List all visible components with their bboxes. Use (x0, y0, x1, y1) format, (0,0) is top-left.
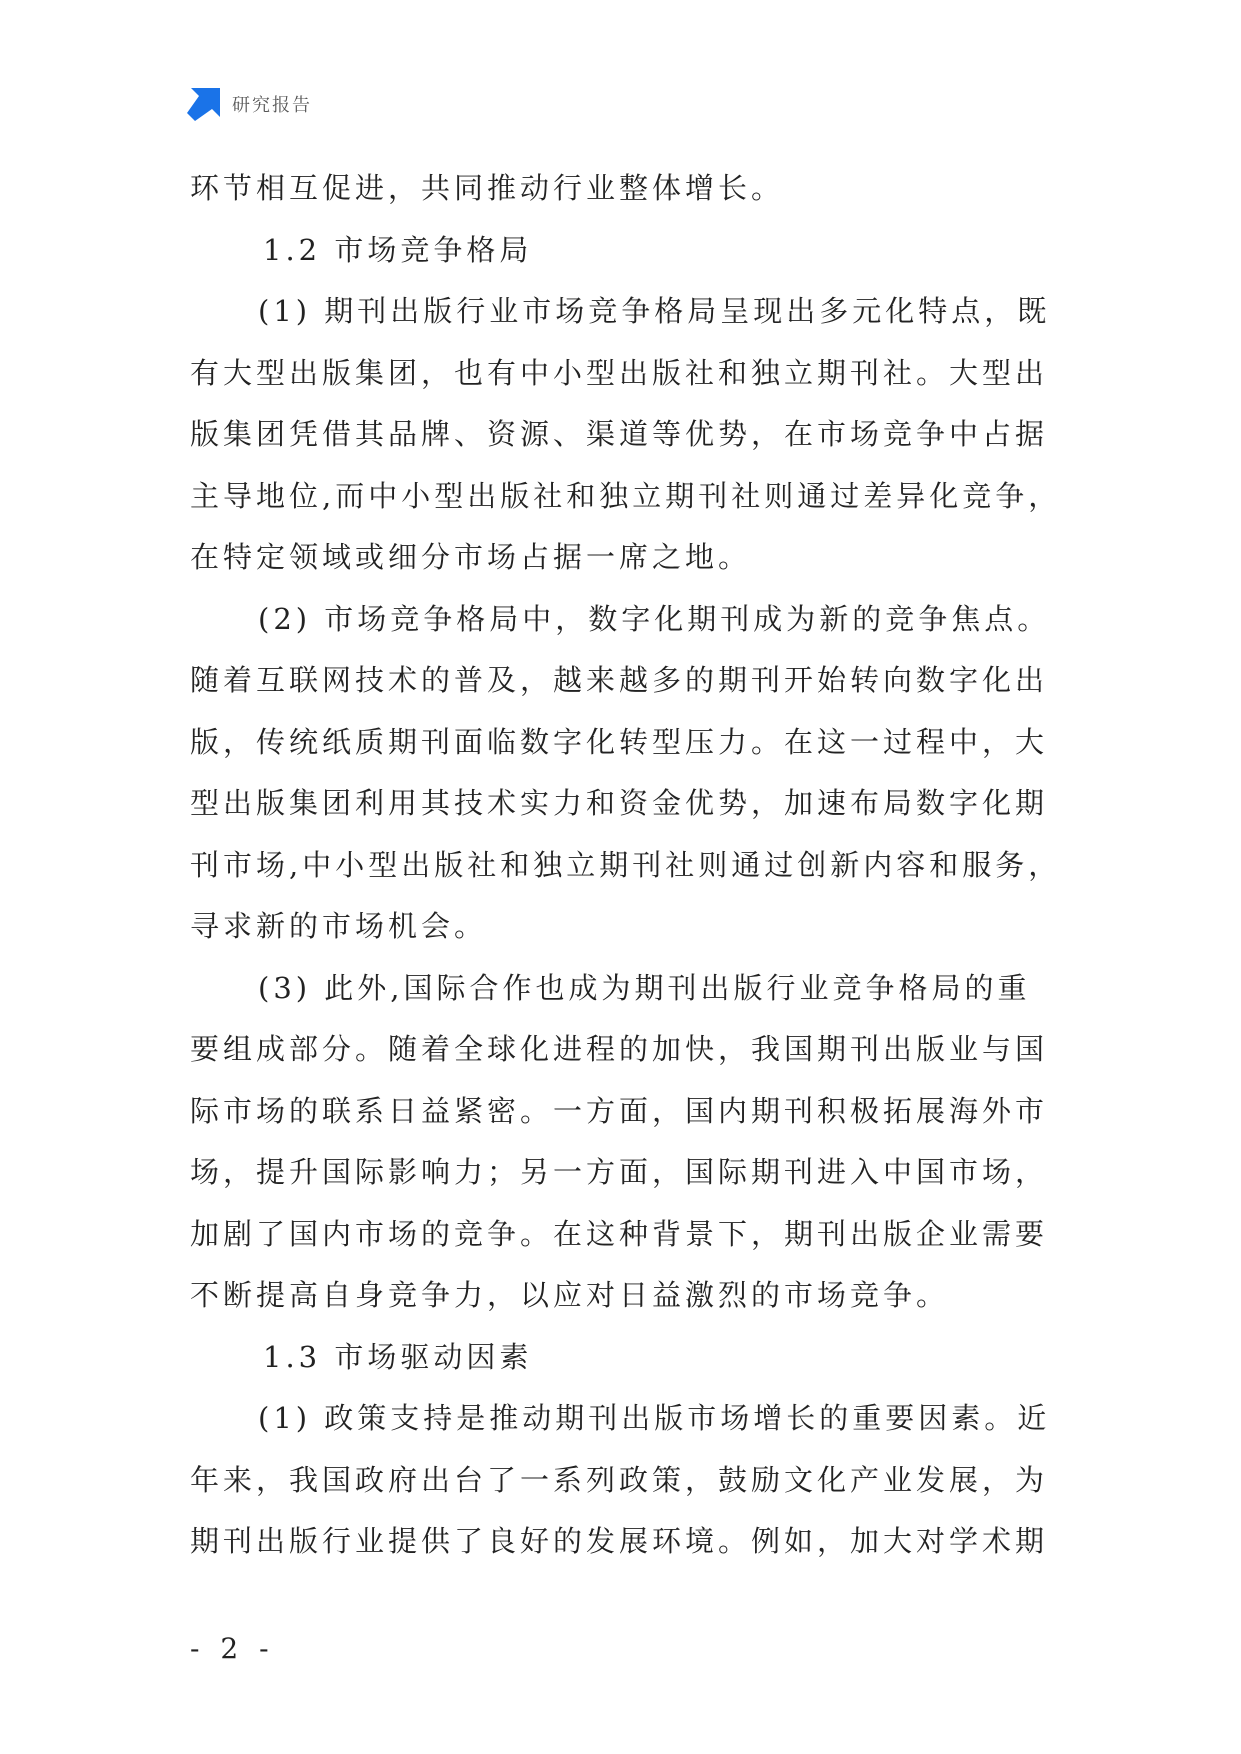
paragraph-line: 加剧了国内市场的竞争。在这种背景下，期刊出版企业需要 (190, 1216, 1049, 1251)
paragraph-line: 在特定领域或细分市场占据一席之地。 (190, 540, 752, 574)
paragraph-line: (1) 政策支持是推动期刊出版市场增长的重要因素。近 (258, 1401, 1051, 1435)
paragraph-line: 期刊出版行业提供了良好的发展环境。例如，加大对学术期 (190, 1524, 1049, 1558)
paragraph-line: 年来，我国政府出台了一系列政策，鼓励文化产业发展，为 (190, 1462, 1049, 1497)
paragraph-line: 际市场的联系日益紧密。一方面，国内期刊积极拓展海外市 (190, 1093, 1049, 1128)
paragraph-line: 型出版集团利用其技术实力和资金优势，加速布局数字化期 (190, 786, 1049, 820)
paragraph-line: 有大型出版集团，也有中小型出版社和独立期刊社。大型出 (190, 355, 1049, 390)
section-heading: 1.3 市场驱动因素 (263, 1339, 533, 1374)
paragraph-line: 刊市场,中小型出版社和独立期刊社则通过创新内容和服务， (190, 847, 1062, 882)
document-body (190, 158, 1060, 1573)
report-header (187, 87, 312, 121)
section-heading: 1.2 市场竞争格局 (263, 232, 533, 267)
paragraph-line: (1) 期刊出版行业市场竞争格局呈现出多元化特点，既 (258, 294, 1051, 328)
paragraph-line: 随着互联网技术的普及，越来越多的期刊开始转向数字化出 (190, 663, 1049, 697)
arrow-up-right-icon (187, 88, 220, 121)
page-number: - 2 - (190, 1632, 275, 1665)
paragraph-line: 主导地位,而中小型出版社和独立期刊社则通过差异化竞争， (190, 478, 1062, 513)
paragraph-line: (2) 市场竞争格局中，数字化期刊成为新的竞争焦点。 (258, 601, 1051, 636)
paragraph-line: 寻求新的市场机会。 (190, 909, 488, 943)
paragraph-line: 版，传统纸质期刊面临数字化转型压力。在这一过程中，大 (190, 724, 1049, 759)
paragraph-line: 要组成部分。随着全球化进程的加快，我国期刊出版业与国 (190, 1032, 1049, 1066)
header-title: 研究报告 (232, 95, 312, 116)
paragraph-line: (3) 此外,国际合作也成为期刊出版行业竞争格局的重 (258, 970, 1031, 1005)
paragraph-line: 环节相互促进，共同推动行业整体增长。 (190, 171, 785, 205)
paragraph-line: 不断提高自身竞争力，以应对日益激烈的市场竞争。 (190, 1278, 950, 1312)
paragraph-line: 版集团凭借其品牌、资源、渠道等优势，在市场竞争中占据 (190, 417, 1049, 451)
paragraph-line: 场，提升国际影响力；另一方面，国际期刊进入中国市场， (190, 1155, 1049, 1189)
